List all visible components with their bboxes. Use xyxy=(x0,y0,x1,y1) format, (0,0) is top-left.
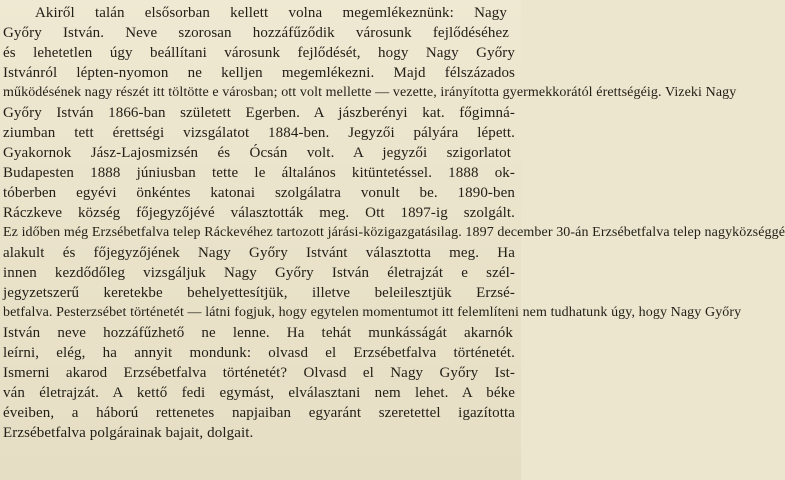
text-line: jegyzetszerű keretekbe behelyettesítjük, illetve beleilesztjük Erzsé- xyxy=(3,285,515,301)
text-line: működésének nagy részét itt töltötte e városban; ott volt mellette — vezette, irányította gyermekkorától érettségéig. Vizeki Nagy xyxy=(3,85,737,100)
text-line: leírni, elég, ha annyit mondunk: olvasd el Erzsébetfalva történetét. xyxy=(3,345,515,361)
text-line: Győry István. Neve szorosan hozzáfűződik városunk fejlődéséhez xyxy=(3,25,509,41)
text-line: ván életrajzát. A kettő fedi egymást, elválasztani nem lehet. A béke xyxy=(3,385,515,401)
text-line: innen kezdődőleg vizsgáljuk Nagy Győry István életrajzát e szél- xyxy=(3,265,515,281)
text-line: Ráczkeve község főjegyzőjévé választották meg. Ott 1897-ig szolgált. xyxy=(3,205,515,221)
text-line: és lehetetlen úgy beállítani városunk fejlődését, hogy Nagy Győry xyxy=(3,45,515,61)
text-line: Ez időben még Erzsébetfalva telep Ráckevéhez tartozott járási-közigazgatásilag. 1897 december 30-án Erzsébetfalva telep nagyközséggé xyxy=(3,225,785,240)
text-line: Győry István 1866-ban született Egerben. A jászberényi kat. főgimná- xyxy=(3,105,515,121)
text-line: Ismerni akarod Erzsébetfalva történetét? Olvasd el Nagy Győry Ist- xyxy=(3,365,515,381)
text-line: Erzsébetfalva polgárainak bajait, dolgait. xyxy=(3,425,254,441)
text-line: tóberben egyévi önkéntes katonai szolgálatra vonult be. 1890-ben xyxy=(3,185,515,201)
text-line: István neve hozzáfűzhető ne lenne. Ha tehát munkásságát akarnók xyxy=(3,325,513,341)
text-line: alakult és főjegyzőjének Nagy Győry Istvánt választotta meg. Ha xyxy=(3,245,515,261)
text-line: Istvánról lépten-nyomon ne kelljen megemlékezni. Majd félszázados xyxy=(3,65,515,81)
text-line: Budapesten 1888 júniusban tette le általános kitüntetéssel. 1888 ok- xyxy=(3,165,515,181)
text-line: betfalva. Pesterzsébet történetét — látni fogjuk, hogy egytelen momentumot itt felemlíteni nem tudhatunk úgy, hogy Nagy Győry xyxy=(3,305,742,320)
text-line: éveiben, a háború rettenetes napjaiban egyaránt szeretettel igazította xyxy=(3,405,515,421)
text-line: Akiről talán elsősorban kellett volna megemlékeznünk: Nagy xyxy=(35,5,507,21)
text-line: ziumban tett érettségi vizsgálatot 1884-ben. Jegyzői pályára lépett. xyxy=(3,125,515,141)
text-line: Gyakornok Jász-Lajosmizsén és Ócsán volt. A jegyzői szigorlatot xyxy=(3,145,511,161)
